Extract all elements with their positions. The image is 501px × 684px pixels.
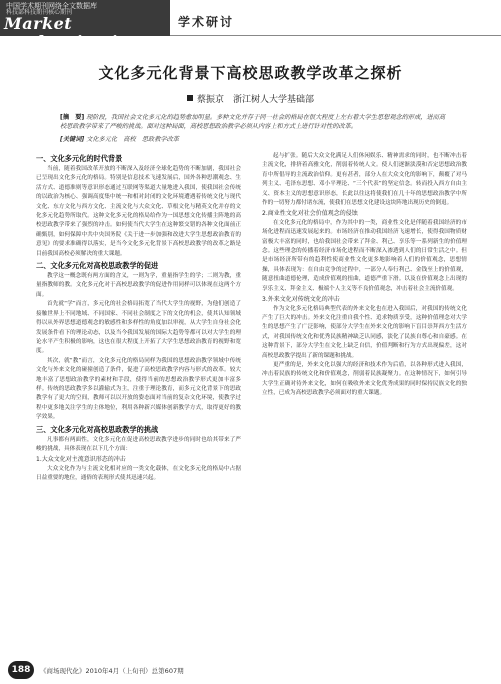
abstract-label: [摘 要]: [60, 114, 85, 121]
paragraph: 在文化多元化的格局中，作为其中的一类，商业性文化是伴随着我国经济的市场化进程而迅速发展起来的。市场经济在推动我国经济飞速增长，使得我国物质财富极大丰富的同时，也给我国社会带来了拜金、利己、享乐等一系列新生的价值理念。这些理念的传播着经济市场化进程而不断深入渗透到人们的日常生活之中。但是市场经济所带有的趋利性使商业性文化更多地影响着人们的价值观念，思想情操，具体表现为：在自由竞争的过程中，一部分人奉行利己、金钱至上的价值观，随意扭曲道德伦理，造成价值观的扭曲，道德严重下滑。以及在价值观念上出现的享乐主义、拜金主义、极端个人主义等不良价值观念，冲击着社会主流价值观。: [262, 219, 467, 292]
page-number: 188: [8, 661, 34, 679]
masthead-rule: [170, 35, 501, 36]
paragraph: 当前，随着我国改革开放的不断深入及经济全球化趋势的不断加剧，我国社会已呈现出文化多元化的格局。特别是信息技术飞速发展后，国外各种思潮观念、生活方式、道德准则等意识形态通过互联网等渠道大量地进入我国，使我国社会传统的以政治为核心、强调高度集中统一和相对封闭的文化环境遭遇着传统文化与现代文化、东方文化与西方文化、主流文化与大众文化、草根文化与精英文化并存的文化多元化趋势所取代。这种文化多元化的格局给作为一国思想文化传播主阵地的高校思政教学带来了强烈的冲击。如何使当代大学生在这种繁交错的各种文化面前正确甄别，如何保障中共中央国务院《关于进一步加强和改进大学生思想政治教育的意见》的要求准确得以落实，是当今文化多元化背景下高校思政教学的改革之路是目前我国高校必须解决的重大课题。: [36, 166, 241, 257]
paragraph: 首先就“学”而言，多元化的社会格局拓宽了当代大学生的视野，为他们创造了接触世界上不同地域、不同国家、不同社会制度之下的文化的机会，使其认知领域得以从外界思想道德观念的敏感性和多样性的角度加以审视，从大学生自身社会化发展条件看下的理论动态，以及当今我国发展的国际大趋势等都可以对大学生的理论水平产生积极的影响，这也在很大程度上开拓了大学生思想政治教育的视野和宽度。: [36, 301, 241, 355]
author-text: 蔡振京 浙江树人大学基础部: [196, 95, 314, 105]
subsection-heading: 1.大众文化对主流意识形态的冲击: [36, 456, 126, 464]
paragraph: 凡事都有两面性，文化多元化在促进高校思政教学进步的同时也给其带来了严峻的挑战，具体表现在以下几个方面：: [36, 436, 241, 452]
author-line: [0, 92, 501, 105]
paragraph: 更严重的是，外来文化以强大的经济和技术作为后盾，以各种形式进入我国，冲击着民族的传统文化和价值观念，削弱着民族凝聚力。在这种情况下，如何引导大学生正确对待外来文化，如何在吸收外来文化优秀成果的同时保持民族文化的独立性，已成为高校思政教学必须面对的重大课题。: [262, 361, 467, 397]
subsection-heading: 3.外来文化对传统文化的冲击: [262, 296, 340, 304]
left-column: [36, 152, 241, 484]
bullet-square-icon: [187, 95, 193, 101]
article-title: 文化多元化背景下高校思政教学改革之探析: [98, 64, 403, 82]
right-column: [262, 152, 467, 399]
paragraph: 其次，就“教”而言，文化多元化的格局同样为我国的思想政治教学领域中传统文化与外来文化的碰撞创造了条件，促进了高校思政教学内容与形式的改革。较大地丰富了思想政治教学的素材和手段，使得当前的思想政治教学形式更加丰富多样。传统的思政教学多以灌输式为主，注重于理论教育，而多元文化背景下的思政教学有了更大的空间，教师可以以开放的姿态面对当前的复杂文化环境，使教学过程中更多地关注学生的主体地位，利用各种新兴媒体创新教学方式，取得更好的教学效果。: [36, 357, 241, 421]
logo-line-1: 中国学术期刊网络全文数据库: [6, 2, 97, 10]
section-name: 学术研讨: [178, 15, 235, 29]
paragraph: 起与扩张。随后大众文化满足人们休闲娱乐、精神需求的同时，也不断冲击着主流文化，排挤着高雅文化，削弱着传统人文。使人们逐渐淡漠和否定思想政治教育中所倡导的主流政治信仰。更有甚者，部分人在大众文化的影响下，颠覆了对马列主义、毛泽东思想、邓小平理论、“三个代表”的坚定信念。转而投入西方自由主义、资本主义的思想意识形态，长此以往这将使我们在几十年的思想政治教学中所作的一切努力都付诸东流，使我们在思想文化建设这块阵地出现历史的倒退。: [262, 153, 467, 207]
abstract: [60, 113, 448, 131]
keywords: [60, 135, 448, 144]
keywords-text: 文化多元化 高校 思政教学改革: [86, 136, 179, 143]
subsection-heading: 2.商业性文化对社会价值观念的侵蚀: [262, 210, 358, 218]
paragraph: 作为文化多元化格局典型代表的外来文化也在进入我国后，对我国的传统文化产生了巨大的冲击。外来文化注重自我个性、追求物质享受，这种价值理念对大学生的思想产生了广泛影响，使部分大学生在外来文化的影响下盲目崇拜西方生活方式，对我国传统文化和优秀民族精神缺乏认同感，淡化了民族自尊心和自豪感。在这种背景下，部分大学生在文化上缺乏自信，价值判断和行为方式出现偏差，这对高校思政教学提出了新的课题和挑战。: [262, 305, 467, 359]
journal-logo: Market modernization: [4, 14, 141, 51]
section-heading: 一、文化多元化的时代背景: [36, 154, 123, 163]
section-heading: 二、文化多元化对高校思政教学的促进: [36, 261, 159, 271]
section-heading: 三、文化多元化对高校思政教学的挑战: [36, 424, 159, 434]
footer-citation: 《商场现代化》2010年4月（上旬刊）总第607期: [40, 667, 184, 675]
keywords-label: [关键词]: [60, 136, 85, 143]
masthead-logo-band: [0, 0, 170, 51]
masthead: [0, 0, 501, 51]
page-footer: [8, 663, 488, 679]
paragraph: 大众文化作为与主流文化相对应的一类文化载体，在文化多元化的格局中占据日益重要的地位，通俗的表现形式使其迅速兴起。: [36, 465, 241, 482]
paragraph: 教学这一概念既有两方面的含义，一则为学，重量指学生的学；二则为教，重量指教师的教。文化多元化对于高校思政教学的促进作用同样可以体现在这两个方面。: [36, 273, 241, 298]
logo-line-2: 科技部科技期刊核心期刊: [6, 9, 73, 16]
abstract-text: 现阶段，我国社会文化多元化的趋势愈加明显。多种文化并存于同一社会的格局在很大程度上左右着大学生思想观念的形成，进而高校思政教学带来了严峻的挑战。面对这种局面，高校思想政治教学必须从内容上和方式上进行针对性的改革。: [60, 114, 446, 130]
